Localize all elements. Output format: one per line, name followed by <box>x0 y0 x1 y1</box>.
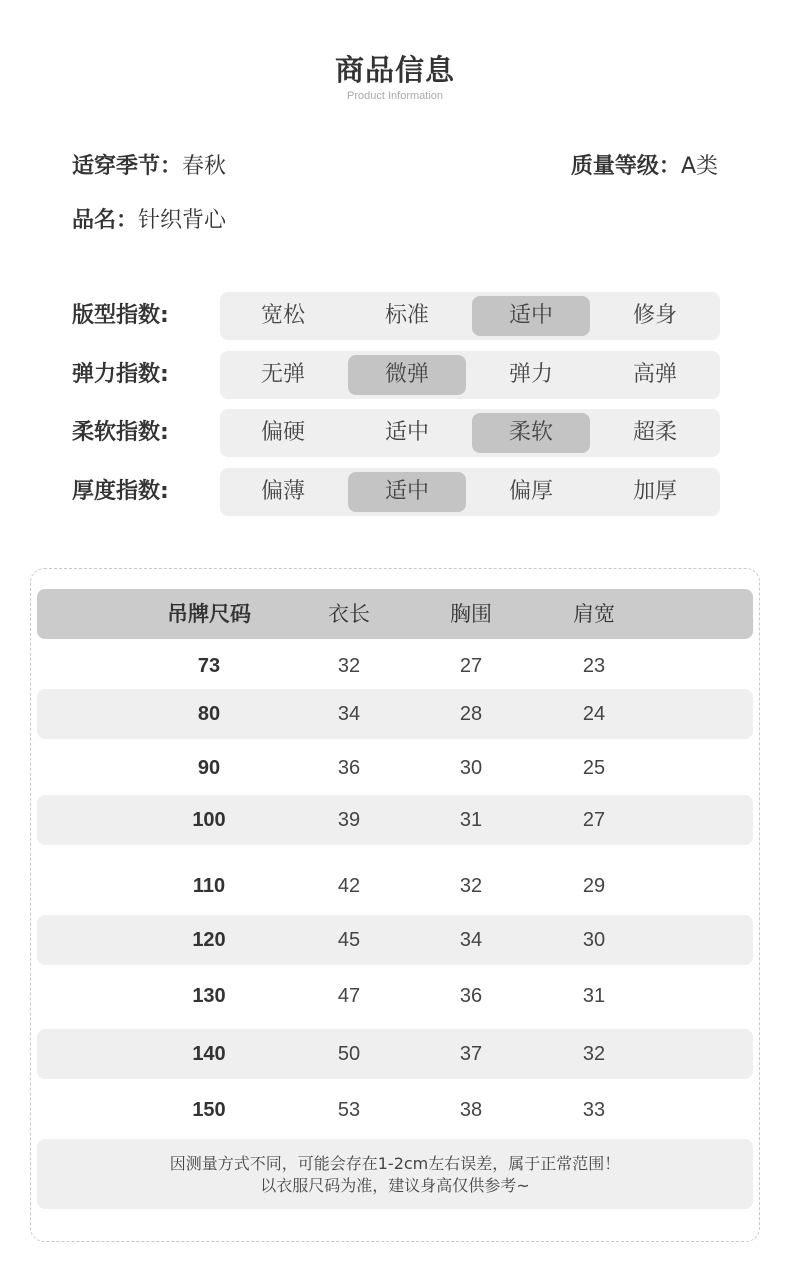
index-scale <box>220 409 720 457</box>
index-option-selected: 柔软 <box>472 413 590 453</box>
index-option: 宽松 <box>260 303 305 328</box>
index-option: 高弹 <box>632 362 677 387</box>
index-label: 弹力指数: <box>72 362 169 387</box>
table-row <box>37 795 753 845</box>
size-cell: 150 <box>192 1099 226 1121</box>
size-cell: 120 <box>192 929 226 951</box>
index-option: 偏厚 <box>508 479 553 504</box>
table-cell: 47 <box>337 985 361 1007</box>
table-cell: 25 <box>582 757 606 779</box>
index-label: 柔软指数: <box>72 420 169 445</box>
index-option: 加厚 <box>632 479 677 504</box>
table-cell: 24 <box>582 703 606 725</box>
size-cell: 90 <box>197 757 221 779</box>
table-cell: 53 <box>337 1099 361 1121</box>
size-table-header <box>37 589 753 639</box>
table-cell: 38 <box>459 1099 483 1121</box>
attr-season <box>72 152 226 182</box>
header-shoulder: 肩宽 <box>573 602 615 626</box>
table-cell: 39 <box>337 809 361 831</box>
size-cell: 80 <box>197 703 221 725</box>
table-cell: 42 <box>337 875 361 897</box>
table-cell: 32 <box>459 875 483 897</box>
table-cell: 32 <box>582 1043 606 1065</box>
index-option: 超柔 <box>632 420 677 445</box>
attr-season-value: 春秋 <box>182 154 227 179</box>
table-cell: 30 <box>582 929 606 951</box>
size-cell: 130 <box>192 985 226 1007</box>
table-row <box>37 971 753 1021</box>
table-row <box>37 1029 753 1079</box>
attr-name-value: 针织背心 <box>138 208 227 233</box>
table-cell: 31 <box>582 985 606 1007</box>
index-option-selected: 适中 <box>348 472 466 512</box>
table-cell: 50 <box>337 1043 361 1065</box>
page-subtitle: Product Information <box>347 90 443 102</box>
page-title: 商品信息 <box>334 53 455 87</box>
index-option: 适中 <box>384 420 429 445</box>
table-row <box>37 915 753 965</box>
index-option: 标准 <box>384 303 429 328</box>
table-cell: 37 <box>459 1043 483 1065</box>
table-row <box>37 1085 753 1135</box>
index-label: 厚度指数: <box>72 479 169 504</box>
header-size: 吊牌尺码 <box>167 602 251 626</box>
attr-grade-label: 质量等级： <box>570 154 681 179</box>
note-line-2: 以衣服尺码为准，建议身高仅供参考~ <box>260 1176 530 1195</box>
table-cell: 28 <box>459 703 483 725</box>
measurement-note <box>37 1139 753 1209</box>
attr-name-label: 品名： <box>72 208 139 233</box>
table-cell: 32 <box>337 655 361 677</box>
size-cell: 73 <box>197 655 221 677</box>
table-row <box>37 641 753 691</box>
index-scale <box>220 292 720 340</box>
index-row <box>72 351 720 399</box>
index-option: 弹力 <box>508 362 553 387</box>
table-cell: 36 <box>459 985 483 1007</box>
attr-grade-value: A类 <box>680 154 718 179</box>
note-line-1: 因测量方式不同，可能会存在1-2cm左右误差，属于正常范围！ <box>169 1154 621 1173</box>
attr-season-label: 适穿季节： <box>72 154 183 179</box>
table-cell: 30 <box>459 757 483 779</box>
table-cell: 31 <box>459 809 483 831</box>
table-cell: 27 <box>582 809 606 831</box>
index-option: 无弹 <box>260 362 305 387</box>
table-cell: 33 <box>582 1099 606 1121</box>
table-cell: 23 <box>582 655 606 677</box>
index-row <box>72 292 720 340</box>
size-cell: 100 <box>192 809 226 831</box>
attr-name <box>72 206 226 236</box>
index-option: 偏硬 <box>260 420 305 445</box>
index-option: 偏薄 <box>260 479 305 504</box>
index-option-selected: 微弹 <box>348 355 466 395</box>
header-chest: 胸围 <box>450 602 492 626</box>
index-scale <box>220 351 720 399</box>
index-label: 版型指数: <box>72 303 169 328</box>
table-cell: 34 <box>337 703 361 725</box>
header-length: 衣长 <box>328 602 370 626</box>
table-row <box>37 689 753 739</box>
table-cell: 29 <box>582 875 606 897</box>
table-cell: 45 <box>337 929 361 951</box>
index-row <box>72 409 720 457</box>
size-cell: 140 <box>192 1043 226 1065</box>
index-row <box>72 468 720 516</box>
index-scale <box>220 468 720 516</box>
section-header <box>0 52 790 103</box>
index-option: 修身 <box>632 303 677 328</box>
attr-grade <box>571 152 718 182</box>
table-cell: 27 <box>459 655 483 677</box>
table-row <box>37 861 753 911</box>
table-cell: 36 <box>337 757 361 779</box>
size-cell: 110 <box>192 875 226 897</box>
size-table <box>30 568 760 1242</box>
index-option-selected: 适中 <box>472 296 590 336</box>
table-row <box>37 743 753 793</box>
table-cell: 34 <box>459 929 483 951</box>
